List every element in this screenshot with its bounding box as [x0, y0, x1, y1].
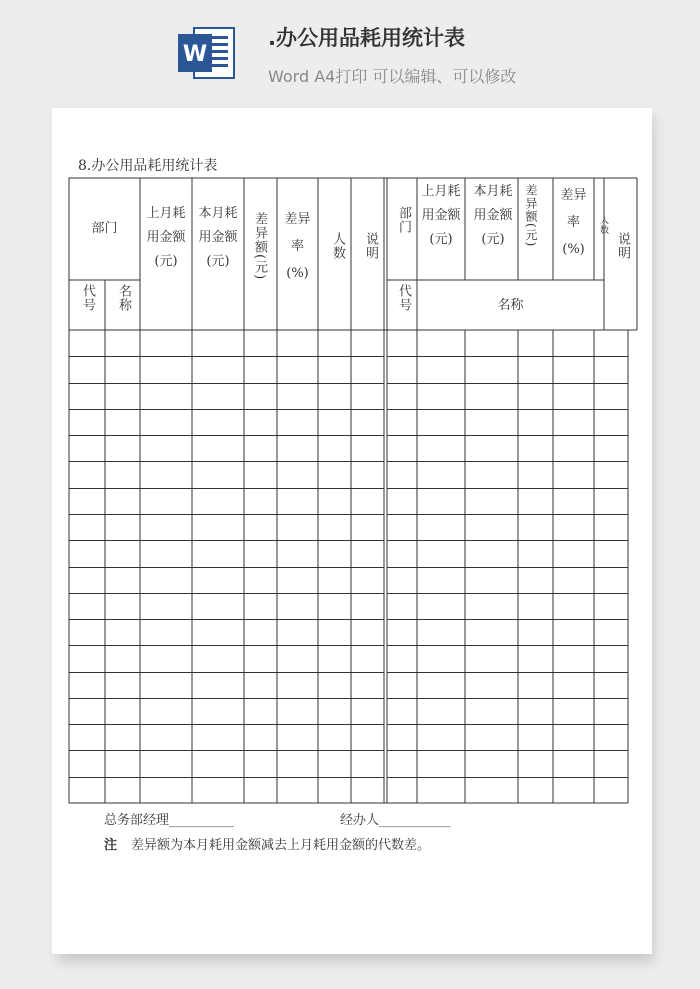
footer-handler: 经办人___________: [340, 813, 451, 828]
right-header-name: 名称: [497, 298, 524, 313]
left-header-diff-rate: 差异率(%): [284, 212, 311, 281]
right-header-this-month: 本月耗用金额(元): [473, 184, 513, 247]
document-title: 8.办公用品耗用统计表: [78, 158, 218, 174]
right-header-note: 说明: [615, 232, 630, 260]
right-header-dept: 部门: [396, 206, 411, 234]
banner-title: .办公用品耗用统计表: [268, 26, 465, 50]
right-header-code: 代号: [396, 284, 411, 312]
left-header-name: 名称: [116, 284, 131, 312]
left-header-diff-amount: 差异额(元): [252, 212, 267, 281]
left-header-note: 说明: [363, 232, 378, 260]
left-header-people: 人数: [330, 232, 345, 260]
footer-manager: 总务部经理__________: [104, 813, 235, 828]
footer-note: [104, 834, 430, 853]
word-icon-letter: W: [182, 42, 208, 67]
footer-note-text: 差异额为本月耗用金额减去上月耗用金额的代数差。: [131, 838, 431, 853]
left-header-this-month: 本月耗用金额(元): [198, 206, 238, 269]
left-header-last-month: 上月耗用金额(元): [146, 206, 186, 269]
right-header-people: 人数: [598, 215, 608, 235]
row-lines: [69, 357, 628, 778]
footer-note-label: 注: [104, 838, 118, 853]
banner-subtitle: Word A4打印 可以编辑、可以修改: [268, 67, 517, 86]
right-header-last-month: 上月耗用金额(元): [421, 184, 461, 247]
left-header-code: 代号: [80, 284, 95, 312]
right-header-diff-rate: 差异率(%): [560, 188, 587, 257]
left-header-dept: 部门: [91, 221, 118, 236]
right-header-diff-amount: 差异额(元): [524, 184, 538, 248]
